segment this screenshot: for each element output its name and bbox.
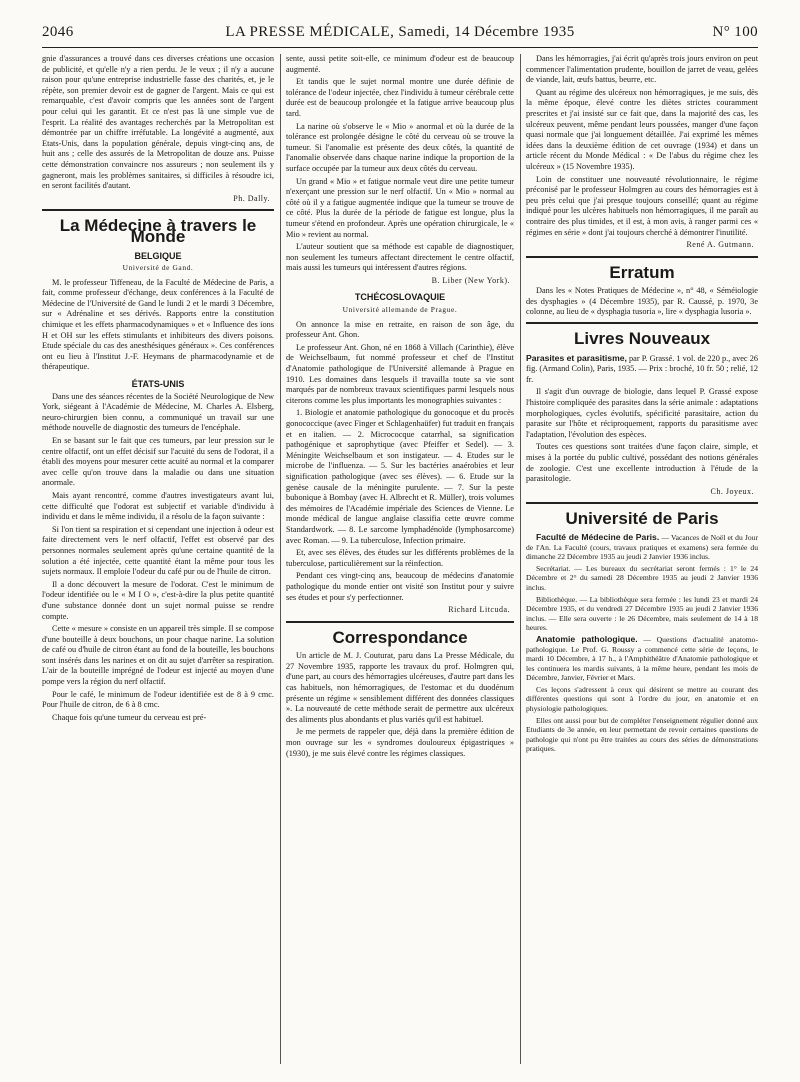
article-paragraph: Dans les « Notes Pratiques de Médecine », n° 48, « Séméiologie des dysphagies » (4 Décembre 1935), par R. Caussé, p. 1970, 3e colonne, au lieu de « dysphagia tusoria », lire « dysphagia lusoria ». <box>526 286 758 317</box>
column-2 <box>286 54 514 1064</box>
section-rule <box>526 256 758 258</box>
notice-text: — Questions d'actualité anatomo-pathologique. Le Prof. G. Roussy a commencé cette série de leçons, le mardi 10 Décembre, à 17 h., à l'Amphithéâtre d'Anatomie pathologique et les continuera les mardis suivants, à la même heure, pendant les mois de Décembre, Janvier, Février et Mars. <box>526 634 758 683</box>
article-paragraph: gnie d'assurances a trouvé dans ces diverses créations une occasion de publicité, et qu'elle n'y a rien perdu. Je le veux ; il n'y a aucune raison pour qu'une entreprise industrielle fasse des charités, et, je le répète, son premier devoir est de gagner de l'argent. Mais ce qui est remarquable, c'est d'avoir compris que les années sont de l'argent pour celui qui les garantit. Et ce n'est pas là une simple vue de l'esprit. La réalité des avantages recherchés par la Metropolitan est démontrée par un chiffre irréfutable. La longévité a augmenté, aux Etats-Unis, dans la population générale, depuis vingt-cinq ans, de huit ans ; celle des assurés de la Metropolitan de douze ans. Puisse cette démonstration convaincre nos assureurs ; non seulement ils y gagneront, mais les problèmes sanitaires, si difficiles à résoudre ici, en seront facilités d'autant. <box>42 54 274 191</box>
institution-subheading: Université de Gand. <box>122 263 194 273</box>
article-paragraph: Secrétariat. — Les bureaux du secrétariat seront fermés : 1° le 24 Décembre et 2° du samedi 28 Décembre 1935 au jeudi 2 Janvier 1936 inclus. <box>526 563 758 592</box>
section-rule <box>526 322 758 324</box>
article-paragraph: sente, aussi petite soit-elle, ce minimum d'odeur est de beaucoup augmenté. <box>286 54 514 74</box>
page-header <box>42 24 758 44</box>
article-paragraph: Pour le café, le minimum de l'odeur identifiée est de 8 à 9 cmc. Pour l'huile de citron, de 6 à 8 cmc. <box>42 689 274 710</box>
country-heading: ÉTATS-UNIS <box>131 379 185 390</box>
article-paragraph: Si l'on tient sa respiration et si cependant une injection à odeur est faite directement vers le nerf olfactif, l'effet est observé par des personnes normales seulement après qu'une certaine quantité de la solution a été injectée, cette quantité étant la même pour tous les sujets normaux. Il emploie l'odeur du café pur ou de l'huile de citron. <box>42 524 274 577</box>
article-paragraph: Le professeur Ant. Ghon, né en 1868 à Villach (Carinthie), élève de Weichselbaum, fut nommé professeur et chef de l'Institut d'Anatomie pathologique de l'Université allemande à Prague en 1910. Les domaines dans lesquels il travailla toute sa vie sont marqués par de nombreux travaux scientifiques parmi lesquels nous citerons comme les plus importants les monographies suivantes : <box>286 342 514 405</box>
article-paragraph: Pendant ces vingt-cinq ans, beaucoup de médecins d'anatomie pathologique du monde entier ont visité son Institut pour y suivre ses études et pour s'y perfectionner. <box>286 571 514 602</box>
article-paragraph: Bibliothèque. — La bibliothèque sera fermée : les lundi 23 et mardi 24 Décembre 1935, et du vendredi 27 Décembre 1935 au jeudi 2 Janvier 1936 inclus. — Elle sera ouverte : le 26 Décembre, mais seulement de 14 à 18 heures. <box>526 594 758 633</box>
article-paragraph: Dans les hémorragies, j'ai écrit qu'après trois jours environ on peut commencer l'alimentation prudente, bouillon de jarret de veau, gelées de viande, lait, œufs battus, beurre, etc. <box>526 54 758 85</box>
notice-lead: Faculté de Médecine de Paris. <box>536 531 660 542</box>
article-paragraph: M. le professeur Tiffeneau, de la Faculté de Médecine de Paris, a fait, comme professeur d'échange, deux conférences à la Faculté de Médecine de l'Université de Gand le lundi 2 et le mardi 3 Décembre, sur « Adrénaline et ses dérivés. Rapports entre la constitution chimique et les effets pharmacodynamiques » et « Influence des ions H et OH sur les effets stimulants et inhibiteurs des divers poisons. Etude spéciale du cas des anesthésiques généraux ». Ces conférences ont eu lieu à l'Institut J.-F. Heymans de pharmacodynamie et de thérapeutique. <box>42 277 274 372</box>
column-divider <box>280 54 281 1064</box>
header-rule <box>42 47 758 48</box>
article-paragraph: Dans une des séances récentes de la Société Neurologique de New York, siégeant à l'Académie de Médecine, M. Charles A. Elsberg, neuro-chirurgien bien connu, a communiqué un travail sur une méthode nouvelle de diagnostic des tumeurs de l'encéphale. <box>42 391 274 433</box>
article-paragraph: La narine où s'observe le « Mio » anormal et où la durée de la tolérance est prolongée désigne le côté du cerveau où se trouve la tumeur. Si l'anomalie est présente des deux côtés, la quantité de l'anomalie observée dans chaque narine indique la proportion de la surface occupée par la tumeur aux deux côtés du cerveau. <box>286 121 514 173</box>
column-divider <box>520 54 521 1064</box>
article-paragraph: Il a donc découvert la mesure de l'odorat. C'est le minimum de l'odeur identifiée ou le « M I O », c'est-à-dire la plus petite quantité d'une substance donnée dont un sujet normal puisse se rendre compte. <box>42 579 274 621</box>
article-paragraph: Ces leçons s'adressent à ceux qui désirent se mettre au courant des différentes questions qui sont à l'ordre du jour, en anatomie et en physiologie pathologiques. <box>526 684 758 714</box>
article-paragraph: Chaque fois qu'une tumeur du cerveau est pré- <box>52 712 207 722</box>
book-entry <box>526 353 758 386</box>
author-signature: René A. Gutmann. <box>686 240 754 250</box>
notice-lead: Anatomie pathologique. <box>536 633 638 644</box>
section-rule <box>526 502 758 504</box>
article-paragraph: Et tandis que le sujet normal montre une durée définie de tolérance de l'odeur injectée, chez l'individu à tumeur cérébrale cette durée est de beaucoup prolongée et la fatigue arrive beaucoup plus tard. <box>286 77 514 118</box>
author-signature: Ph. Dally. <box>233 193 270 203</box>
section-title: Correspondance <box>332 627 468 647</box>
section-rule <box>42 209 274 211</box>
notice-text: — Vacances de Noël et du Jour de l'An. La Faculté (cours, travaux pratiques et examens) sera fermée du dimanche 22 Décembre 1935 au jeudi 2 Janvier 1936 inclus. <box>526 532 758 562</box>
article-paragraph: Et, avec ses élèves, des études sur les différents problèmes de la tuberculose, particulièrement sur la réinfection. <box>286 548 514 568</box>
article-paragraph: 1. Biologie et anatomie pathologique du gonocoque et du procès gonococcique (avec Finger et Schlagenhaüfer) fut traduit en français et en italien. — 2. Micrococque catarrhal, sa signification pathogénique et saprophytique (avec Pfeiffer et Sedel). — 3. Méningite Weichselbaum et son instigateur. — 4. Etudes sur le microbe de l'influenza. — 5. Sur les bactéries anaérobies et leur signification pathologique (avec ses élèves). — 6. Etude sur la genèse causale de la méningite purulente. — 7. Sur la peste bubonique à Bombay (avec H. Albrecht et R. Müller), trois volumes des mémoires de l'Académie impériale des Sciences de Vienne. Le monde médical de langue anglaise classifia cette œuvre comme Standardwork. — 8. Le sarcome lymphadénoïde (lymphosarcome) avec Roman. — 9. La tuberculose, Infection primaire. <box>286 408 514 545</box>
article-paragraph: Mais ayant rencontré, comme d'autres investigateurs avant lui, cette difficulté que l'odorat est subjectif et variable d'individu à individu et dans le même individu, il a résolu de la façon suivante : <box>42 490 274 522</box>
author-signature: B. Liber (New York). <box>431 275 510 285</box>
notice-entry <box>526 635 758 683</box>
journal-title: LA PRESSE MÉDICALE, Samedi, 14 Décembre 1935 <box>225 24 575 40</box>
article-paragraph: Elles ont aussi pour but de compléter l'enseignement régulier donné aux Etudiants de 3e année, en leur permettant de revoir certaines questions de pathologie qui n'ont pu être traitées au cours des séries de démonstrations pratiques. <box>526 715 758 754</box>
issue-number: N° 100 <box>712 24 758 40</box>
section-title: La Médecine à travers le Monde <box>59 216 257 246</box>
article-paragraph: En se basant sur le fait que ces tumeurs, par leur pression sur le centre olfactif, ont un effet décisif sur l'acuité du sens de l'odorat, il a établi des moyens pour mesurer cette acuité au normal et la comparer avec celle qu'on trouve dans la maladie ou dans une situation anormale. <box>42 436 274 488</box>
country-heading: TCHÉCOSLOVAQUIE <box>354 292 446 303</box>
section-title: Livres Nouveaux <box>573 329 711 349</box>
article-paragraph: Un grand « Mio » et fatigue normale veut dire une petite tumeur n'exerçant une pression sur le nerf olfactif. Un « Mio » normal au côté où il y a fatigue augmentée indique que la tumeur se trouve de ce côté. Plus la durée de la période de fatigue est longue, plus la tumeur s'étend en profondeur. Après une opération chirurgicale, le « Mio » revient au normal. <box>286 176 514 239</box>
article-paragraph: Un article de M. J. Couturat, paru dans La Presse Médicale, du 27 Novembre 1935, rapporte les travaux du prof. Holmgren qui, d'une part, au cours des hémorragies ulcéreuses, d'autre part dans les cas habituels, non hémorragiques, de l'estomac et du duodénum présente un régime « sensiblement différent des données classiques ». La nouveauté de cette méthode serait de permettre aux ulcéreux des aliments plus abondants et plus variés qu'il est habituel. <box>286 651 514 724</box>
institution-subheading: Université allemande de Prague. <box>342 305 458 315</box>
article-paragraph: L'auteur soutient que sa méthode est capable de diagnostiquer, non seulement les tumeurs affectant directement le centre olfactif, mais aussi les tumeurs qui intéressent d'autres régions. <box>286 242 514 273</box>
author-signature: Ch. Joyeux. <box>710 486 754 496</box>
article-paragraph: Cette « mesure » consiste en un appareil très simple. Il se compose d'une bouteille à deux bouchons, un pour chaque narine. La solution de café ou d'huile de citron étant au fond de la bouteille, les bouchons sont insérés dans les narines et on dit au sujet d'arrêter sa respiration. L'air de la bouteille imprégné de l'odeur est injecté au moyen d'une pompe vers la région du nerf olfactif. <box>42 624 274 687</box>
article-paragraph: Je me permets de rappeler que, déjà dans la première édition de mon ouvrage sur les « syndromes douloureux épigastriques » (1930), je me suis élevé contre les régimes classiques. <box>286 727 514 758</box>
column-1 <box>42 54 274 1064</box>
article-paragraph: Toutes ces questions sont traitées d'une façon claire, simple, et mises à la portée du public cultivé, possédant des notions générales de zoologie. C'est une excellente introduction à l'étude de la parasitologie. <box>526 442 758 484</box>
notice-entry <box>526 533 758 562</box>
article-paragraph: Il s'agit d'un ouvrage de biologie, dans lequel P. Grassé expose l'histoire compliquée des parasites dans la série animale : adaptations morphologiques, cycles évolutifs, spécificité parasitaire, action du parasite sur l'hôte et réciproquement, rapports du parasitisme avec l'adaptation, l'évolution des espèces. <box>526 387 758 439</box>
article-paragraph: On annonce la mise en retraite, en raison de son âge, du professeur Ant. Ghon. <box>286 319 514 340</box>
section-title: Erratum <box>609 262 675 282</box>
article-paragraph: Quant au régime des ulcéreux non hémorragiques, je me suis, dès la même époque, élevé contre les diètes strictes couramment prescrites et j'ai insisté sur ce fait que, dans la majorité des cas, les ulcéreux peuvent, même pendant leurs poussées, manger d'une façon quasi normale que j'ai longuement détaillée. J'ai exprimé les mêmes idées dans la deuxième édition de cet ouvrage (1934) et dans un article récent du Monde Médical : « De l'abus du régime chez les ulcéreux » (15 Novembre 1935). <box>526 87 758 171</box>
page-number: 2046 <box>42 24 74 40</box>
article-paragraph: Loin de constituer une nouveauté révolutionnaire, le régime préconisé par le professeur Holmgren au cours des hémorragies est à peu près celui que j'ai presque toujours conseillé; quant au régime indiqué pour les ulcères habituels non hémorragiques, il me paraît au contraire des plus timides, et il est, à mon avis, à ranger parmi ces « régimes en série » dont j'ai toujours cherché à démontrer l'inutilité. <box>526 174 758 237</box>
section-rule <box>286 621 514 623</box>
book-details: par P. Grassé. 1 vol. de 220 p., avec 26 fig. (Armand Colin), Paris, 1935. — Prix : broché, 10 fr. 50 ; relié, 12 fr. <box>526 353 758 384</box>
section-title: Université de Paris <box>565 509 719 529</box>
book-title: Parasites et parasitisme, <box>526 352 627 363</box>
column-3 <box>526 54 758 1064</box>
author-signature: Richard Litcuda. <box>448 605 510 615</box>
country-heading: BELGIQUE <box>134 250 182 261</box>
